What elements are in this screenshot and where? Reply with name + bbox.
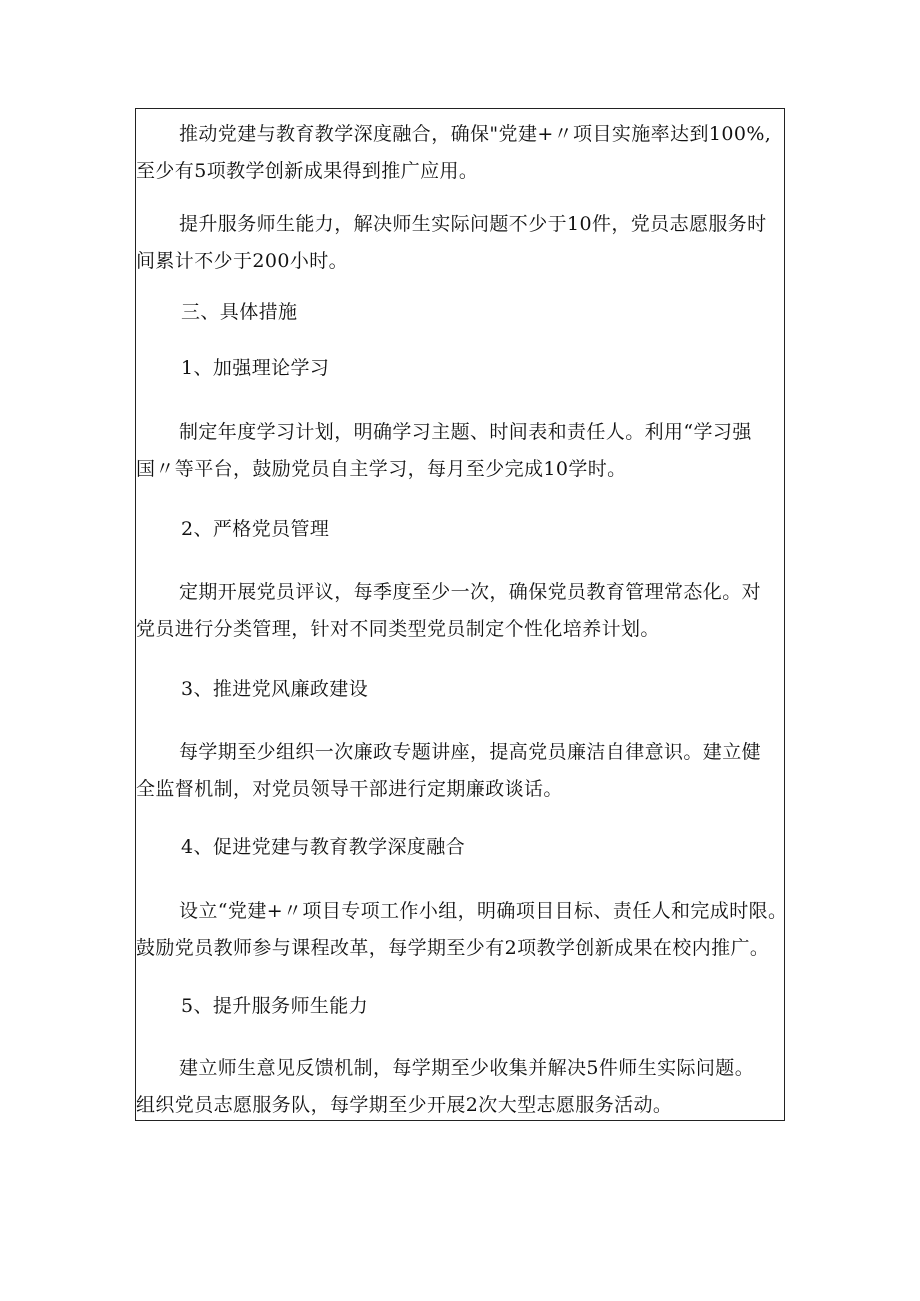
measure-4-paragraph bbox=[136, 893, 786, 967]
section-heading-text: 三、具体措施 bbox=[181, 301, 298, 323]
measure-1-heading bbox=[136, 350, 786, 387]
paragraph-line: 鼓励党员教师参与课程改革，每学期至少有2项教学创新成果在校内推广。 bbox=[136, 937, 770, 959]
paragraph-line: 间累计不少于200小时。 bbox=[136, 250, 349, 272]
measure-heading-text: 1、加强理论学习 bbox=[181, 357, 330, 379]
measure-5-paragraph bbox=[136, 1050, 786, 1124]
paragraph-line: 制定年度学习计划，明确学习主题、时间表和责任人。利用“学习强 bbox=[179, 421, 752, 443]
paragraph-line: 全监督机制，对党员领导干部进行定期廉政谈话。 bbox=[136, 778, 563, 800]
section-heading bbox=[136, 294, 786, 331]
measure-2-heading bbox=[136, 511, 786, 548]
paragraph-line: 定期开展党员评议，每季度至少一次，确保党员教育管理常态化。对 bbox=[179, 581, 762, 603]
measure-3-paragraph bbox=[136, 734, 786, 808]
paragraph-line: 党员进行分类管理，针对不同类型党员制定个性化培养计划。 bbox=[136, 618, 660, 640]
measure-4-heading bbox=[136, 829, 786, 866]
paragraph-line: 提升服务师生能力，解决师生实际问题不少于10件，党员志愿服务时 bbox=[179, 213, 767, 235]
paragraph-line: 每学期至少组织一次廉政专题讲座，提高党员廉洁自律意识。建立健 bbox=[179, 741, 762, 763]
measure-1-paragraph bbox=[136, 414, 786, 488]
goal-service-paragraph bbox=[136, 206, 786, 280]
paragraph-line: 建立师生意见反馈机制，每学期至少收集并解决5件师生实际问题。 bbox=[179, 1057, 755, 1079]
paragraph-line: 国〃等平台，鼓励党员自主学习，每月至少完成10学时。 bbox=[136, 458, 627, 480]
measure-heading-text: 5、提升服务师生能力 bbox=[181, 995, 369, 1017]
paragraph-line: 推动党建与教育教学深度融合，确保"党建+〃项目实施率达到100%, bbox=[179, 123, 772, 145]
measure-heading-text: 2、严格党员管理 bbox=[181, 518, 330, 540]
measure-heading-text: 3、推进党风廉政建设 bbox=[181, 678, 369, 700]
paragraph-line: 至少有5项教学创新成果得到推广应用。 bbox=[136, 160, 479, 182]
measure-5-heading bbox=[136, 988, 786, 1025]
paragraph-line: 设立“党建+〃项目专项工作小组，明确项目目标、责任人和完成时限。 bbox=[179, 900, 788, 922]
measure-3-heading bbox=[136, 671, 786, 708]
paragraph-line: 组织党员志愿服务队，每学期至少开展2次大型志愿服务活动。 bbox=[136, 1094, 673, 1116]
goal-integration-paragraph bbox=[136, 116, 786, 190]
measure-heading-text: 4、促进党建与教育教学深度融合 bbox=[181, 836, 466, 858]
measure-2-paragraph bbox=[136, 574, 786, 648]
